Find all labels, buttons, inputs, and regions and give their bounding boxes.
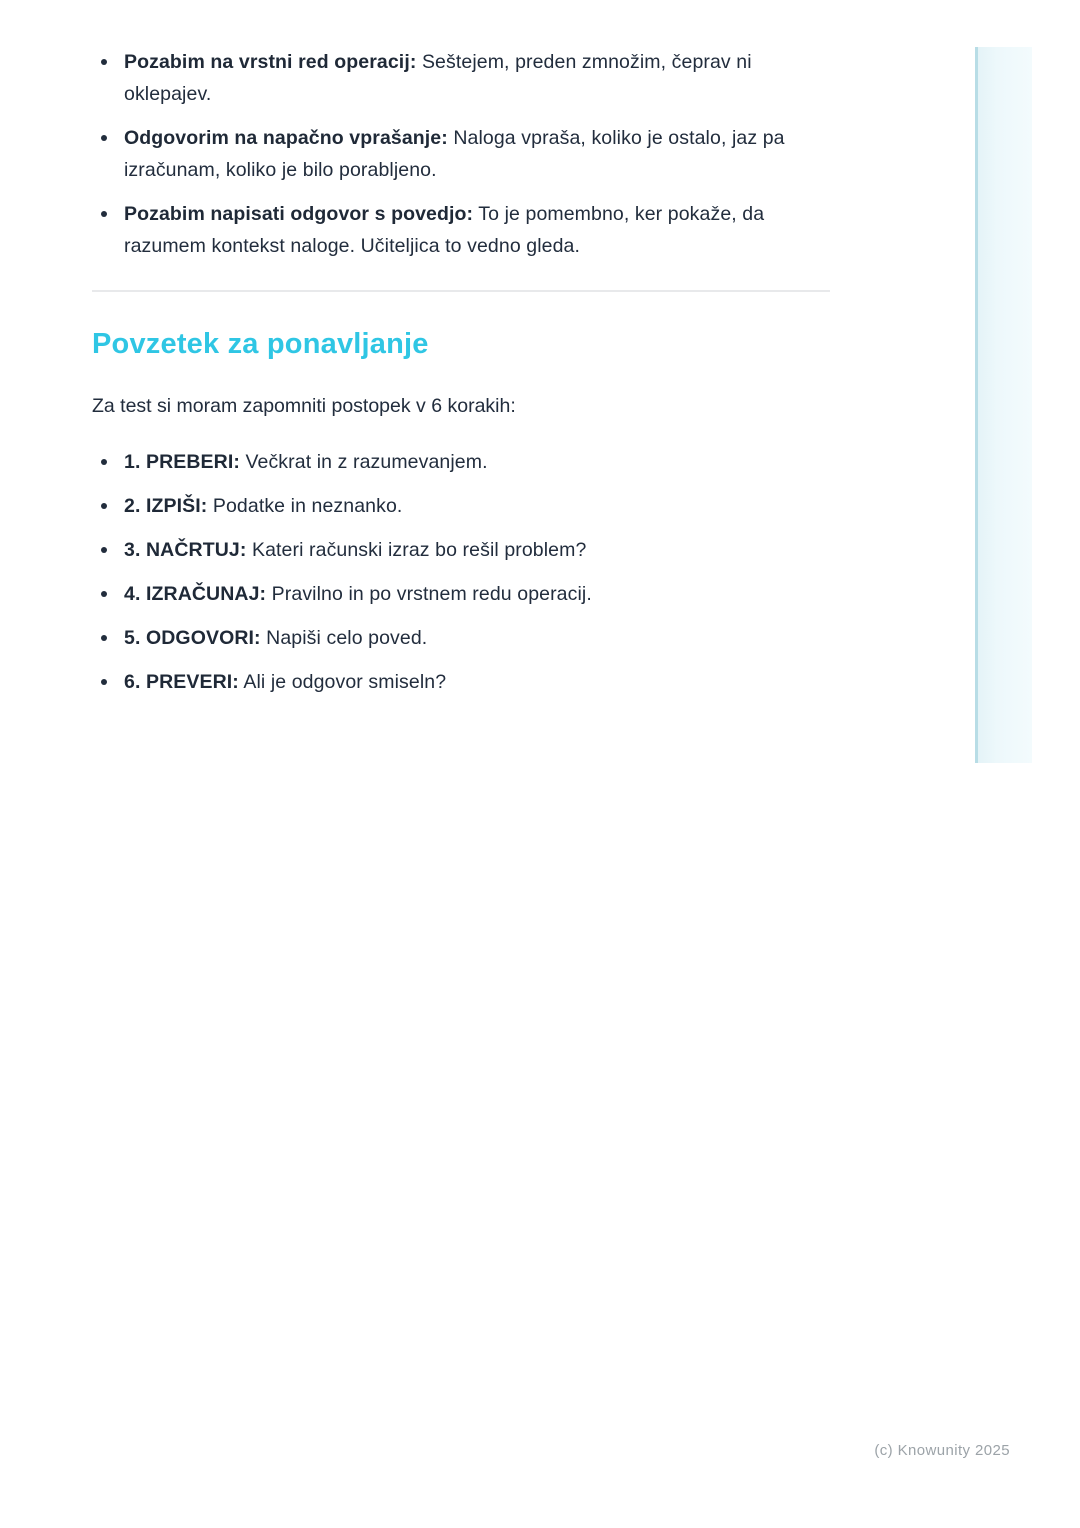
- list-item: [92, 46, 832, 110]
- bullet-icon: [101, 591, 107, 597]
- step-label: 3. NAČRTUJ:: [124, 539, 247, 561]
- mistakes-list: [92, 46, 832, 262]
- list-item: [92, 122, 832, 186]
- copyright-text: (c) Knowunity 2025: [874, 1442, 1010, 1459]
- step-label: 4. IZRAČUNAJ:: [124, 583, 267, 605]
- bullet-icon: [101, 503, 107, 509]
- bullet-icon: [101, 135, 107, 141]
- section-heading: Povzetek za ponavljanje: [92, 328, 429, 360]
- step-label: 1. PREBERI:: [124, 451, 240, 473]
- list-item-text: To je pomembno, ker pokaže, da razumem kontekst naloge. Učiteljica to vedno gleda.: [124, 203, 765, 257]
- list-item-text: Naloga vpraša, koliko je ostalo, jaz pa izračunam, koliko je bilo porabljeno.: [124, 127, 785, 181]
- step-text: Pravilno in po vrstnem redu operacij.: [266, 583, 592, 605]
- bullet-icon: [101, 547, 107, 553]
- bullet-icon: [101, 635, 107, 641]
- list-item: [92, 666, 832, 698]
- intro-paragraph: Za test si moram zapomniti postopek v 6 korakih:: [92, 395, 516, 417]
- steps-list: [92, 446, 832, 698]
- step-label: 6. PREVERI:: [124, 671, 239, 693]
- bullet-icon: [101, 679, 107, 685]
- step-text: Večkrat in z razumevanjem.: [239, 451, 488, 473]
- step-text: Ali je odgovor smiseln?: [238, 671, 447, 693]
- document-content: [92, 46, 832, 710]
- list-item: [92, 446, 832, 478]
- list-item-lead: Pozabim napisati odgovor s povedjo:: [124, 203, 474, 225]
- bullet-icon: [101, 211, 107, 217]
- list-item: [92, 490, 832, 522]
- step-label: 2. IZPIŠI:: [124, 495, 208, 517]
- list-item: [92, 534, 832, 566]
- list-item: [92, 622, 832, 654]
- list-item-lead: Odgovorim na napačno vprašanje:: [124, 127, 448, 149]
- list-item: [92, 198, 832, 262]
- bullet-icon: [101, 59, 107, 65]
- section-divider: [92, 290, 830, 292]
- list-item-lead: Pozabim na vrstni red operacij:: [124, 51, 417, 73]
- next-page-preview[interactable]: [975, 47, 1032, 763]
- bullet-icon: [101, 459, 107, 465]
- step-text: Podatke in neznanko.: [207, 495, 403, 517]
- list-item: [92, 578, 832, 610]
- step-text: Kateri računski izraz bo rešil problem?: [246, 539, 587, 561]
- list-item-text: Seštejem, preden zmnožim, čeprav ni oklepajev.: [124, 51, 752, 105]
- step-text: Napiši celo poved.: [260, 627, 428, 649]
- step-label: 5. ODGOVORI:: [124, 627, 261, 649]
